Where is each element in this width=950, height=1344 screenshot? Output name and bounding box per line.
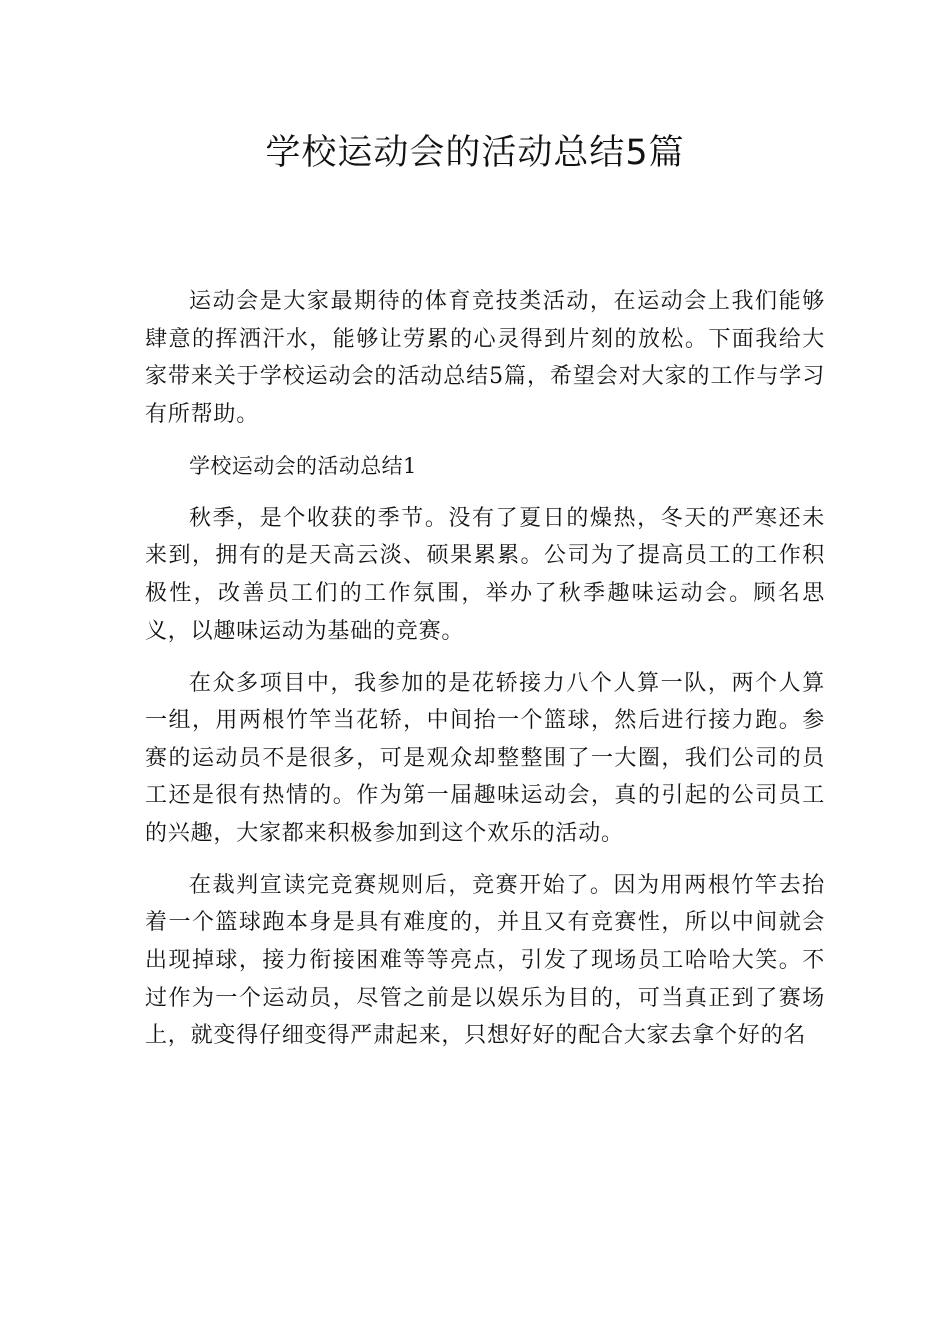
section-heading: 学校运动会的活动总结1 [189, 453, 417, 478]
intro-paragraph: 运动会是大家最期待的体育竞技类活动，在运动会上我们能够肆意的挥洒汗水，能够让劳累的心灵得到片刻的放松。下面我给大家带来关于学校运动会的活动总结5篇，希望会对大家的工作与学习有所帮助。 [145, 289, 825, 427]
document-body [145, 283, 825, 1069]
body-paragraph-2: 在众多项目中，我参加的是花轿接力八个人算一队，两个人算一组，用两根竹竿当花轿，中间抬一个篮球，然后进行接力跑。参赛的运动员不是很多，可是观众却整整围了一大圈，我们公司的员工还是很有热情的。作为第一届趣味运动会，真的引起的公司员工的兴趣，大家都来积极参加到这个欢乐的活动。 [145, 670, 825, 846]
body-paragraph-1: 秋季，是个收获的季节。没有了夏日的燥热，冬天的严寒还未来到，拥有的是天高云淡、硕果累累。公司为了提高员工的工作积极性，改善员工们的工作氛围，举办了秋季趣味运动会。顾名思义，以趣味运动为基础的竞赛。 [145, 505, 825, 644]
body-paragraph-3: 在裁判宣读完竞赛规则后，竞赛开始了。因为用两根竹竿去抬着一个篮球跑本身是具有难度的，并且又有竞赛性，所以中间就会出现掉球，接力衔接困难等等亮点，引发了现场员工哈哈大笑。不过作为一个运动员，尽管之前是以娱乐为目的，可当真正到了赛场上，就变得仔细变得严肃起来，只想好好的配合大家去拿个好的名 [145, 872, 825, 1049]
document-title: 学校运动会的活动总结5篇 [265, 133, 685, 173]
